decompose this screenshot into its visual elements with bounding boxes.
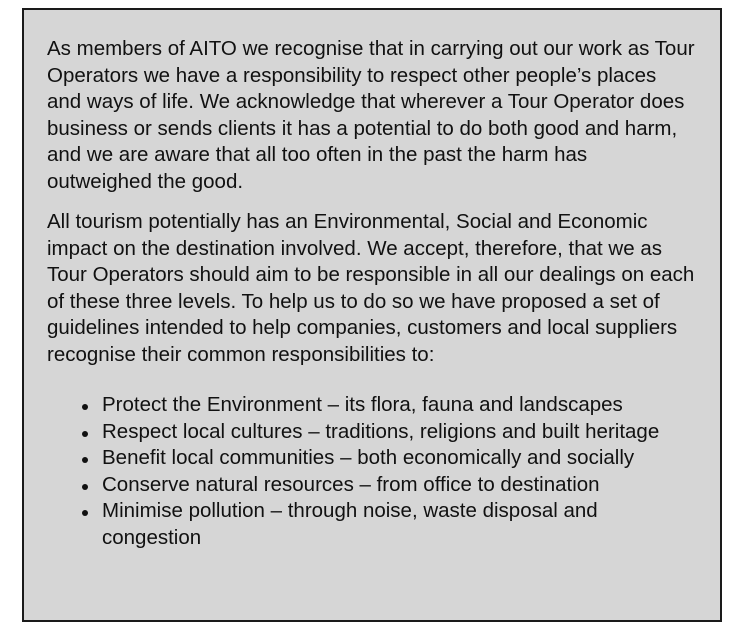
bullet-icon — [82, 457, 88, 463]
list-item — [47, 498, 696, 551]
intro-paragraph-2: All tourism potentially has an Environmental, Social and Economic impact on the destination involved. We accept, therefore, that we as Tour Operators should aim to be responsible in all our dealings on each of these three levels. To help us to do so we have proposed a set of guidelines intended to help companies, customers and local suppliers recognise their common responsibilities to: — [47, 210, 695, 366]
list-item-text: Benefit local communities – both economically and socially — [102, 446, 635, 469]
list-item-text: Minimise pollution – through noise, waste disposal and congestion — [102, 499, 598, 549]
list-item — [47, 392, 696, 419]
list-item-text: Protect the Environment – its flora, fauna and landscapes — [102, 393, 623, 416]
responsibilities-list — [47, 392, 696, 551]
bullet-icon — [82, 404, 88, 410]
list-item-text: Conserve natural resources – from office to destination — [102, 472, 600, 496]
bullet-icon — [82, 510, 88, 516]
bullet-icon — [82, 431, 88, 437]
list-item — [47, 445, 696, 472]
bullet-icon — [82, 484, 88, 490]
intro-paragraph-1: As members of AITO we recognise that in carrying out our work as Tour Operators we have a responsibility to respect other people’s places and ways of life. We acknowledge that wherever a Tour Operator does business or sends clients it has a potential to do both good and harm, and we are aware that all too often in the past the harm has outweighed the good. — [47, 37, 695, 193]
list-item-text: Respect local cultures – traditions, religions and built heritage — [102, 419, 660, 443]
list-item — [47, 419, 696, 446]
list-item — [47, 472, 696, 499]
aito-statement-panel — [22, 8, 722, 622]
